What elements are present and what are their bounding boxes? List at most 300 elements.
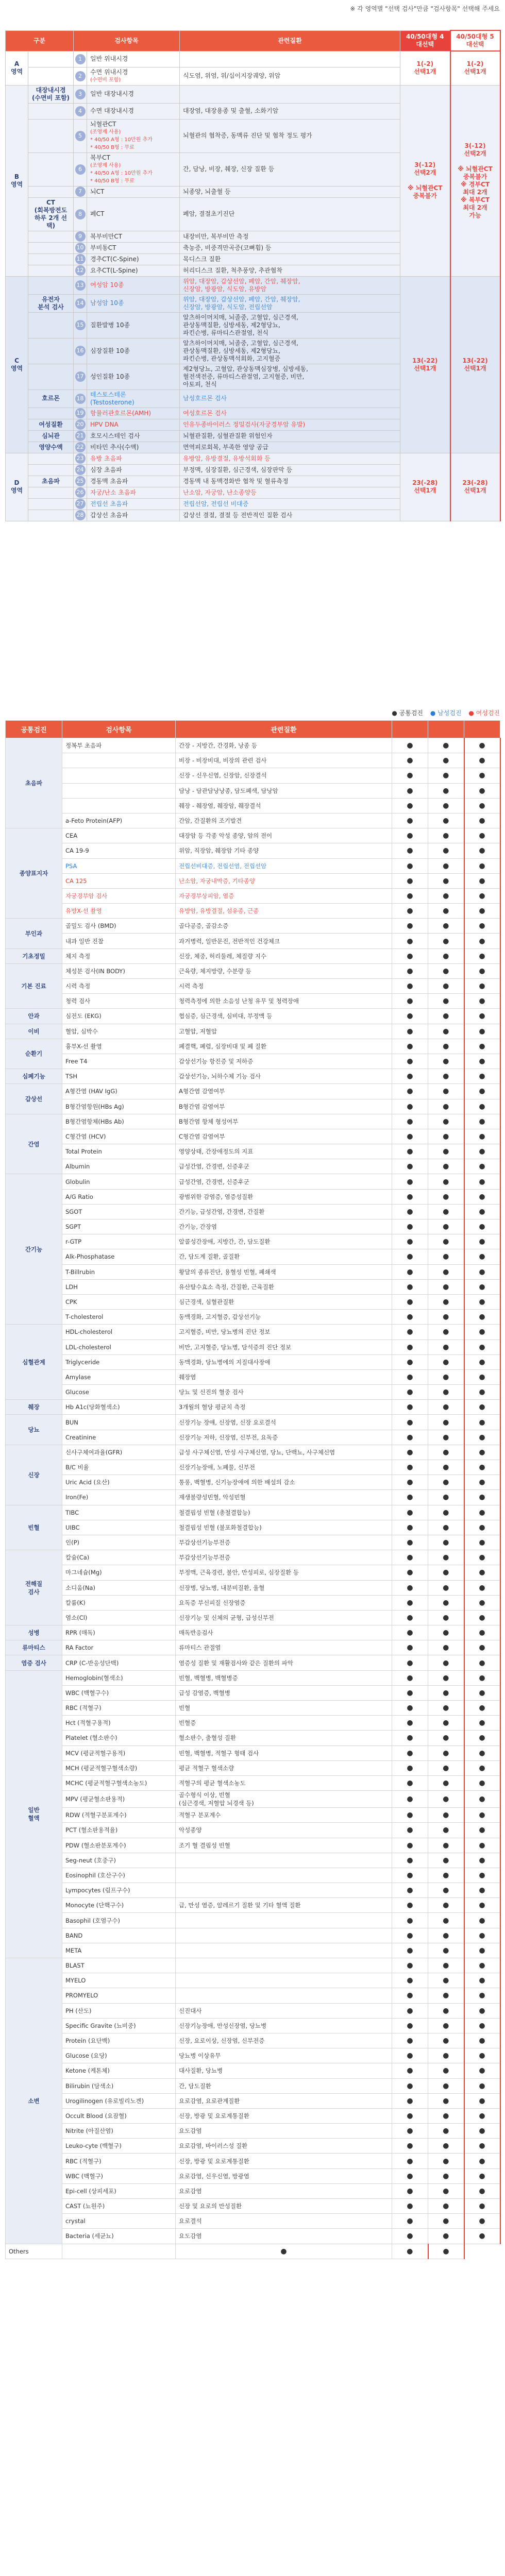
dot-female: ● xyxy=(464,1129,500,1144)
table-row xyxy=(6,753,500,768)
exam-item-name: 자궁/난소 초음파 xyxy=(90,488,137,496)
related-disease: 대사질환, 당뇨병 xyxy=(176,2063,392,2078)
number-badge: 23 xyxy=(75,453,86,464)
related-disease: 경동맥 내 동맥경화반 협착 및 혈류측정 xyxy=(180,476,400,487)
dot-female: ● xyxy=(464,738,500,753)
exam-item-name: 요추CT(L-Spine) xyxy=(90,266,138,274)
dot-female: ● xyxy=(464,1988,500,2003)
common-exam-table xyxy=(5,720,501,2259)
related-disease: 담낭 - 담관담낭낭종, 담도폐색, 담낭암 xyxy=(176,783,392,798)
row-number xyxy=(74,453,87,464)
dot-common: ● xyxy=(392,1129,428,1144)
legend-male: ● 남성검진 xyxy=(430,709,462,717)
related-disease: 유방암, 유방결절, 섬유종, 근종 xyxy=(176,904,392,919)
table-row xyxy=(6,994,500,1009)
exam-item-name: 유방 초음파 xyxy=(90,454,122,462)
table-row xyxy=(6,783,500,798)
related-disease: 전립선암, 전립선 비대증 xyxy=(180,498,400,510)
related-disease: 당뇨병 이상유무 xyxy=(176,2048,392,2063)
related-disease xyxy=(176,1988,392,2003)
exam-item xyxy=(87,389,180,408)
dot-female: ● xyxy=(464,2063,500,2078)
dot-common: ● xyxy=(392,934,428,948)
number-badge: 16 xyxy=(75,346,86,356)
exam-item-name: 항뮬러관호르몬(AMH) xyxy=(90,409,152,417)
category-label: 기본 진료 xyxy=(6,963,62,1009)
section-label: C 영역 xyxy=(6,276,28,453)
exam-item: CAST (뇨원주) xyxy=(62,2199,176,2214)
dot-male: ● xyxy=(428,1823,464,1838)
dot-female: ● xyxy=(464,1898,500,1913)
dot-common: ● xyxy=(392,2108,428,2123)
dot-common: ● xyxy=(392,963,428,978)
dot-female: ● xyxy=(464,1791,500,1808)
related-disease: 철결핍성 빈혈 (불포화철결합능) xyxy=(176,1520,392,1535)
dot-common: ● xyxy=(392,1084,428,1099)
dot-male: ● xyxy=(428,1490,464,1505)
sub-label xyxy=(28,67,74,85)
exam-item: Protein (요단백) xyxy=(62,2033,176,2048)
related-disease: 협심증, 심근경색, 심비대, 부정맥 등 xyxy=(176,1009,392,1024)
related-disease: 요로결석 xyxy=(176,2214,392,2229)
table-row xyxy=(6,1670,500,1685)
dot-female: ● xyxy=(464,948,500,963)
col-40-50-a: 40/50대형 4대선택 xyxy=(400,30,450,51)
related-disease: 근육량, 체지방량, 수분량 등 xyxy=(176,963,392,978)
related-disease xyxy=(62,2244,176,2259)
dot-common: ● xyxy=(392,1294,428,1309)
dot-common: ● xyxy=(392,1475,428,1490)
dot-male: ● xyxy=(428,873,464,888)
dot-common: ● xyxy=(392,1400,428,1415)
exam-item: 혈압, 심박수 xyxy=(62,1024,176,1039)
exam-item xyxy=(62,783,176,798)
dot-common: ● xyxy=(392,753,428,768)
exam-item-name: 경동맥 초음파 xyxy=(90,477,128,485)
sub-label xyxy=(28,276,74,294)
exam-item xyxy=(87,453,180,464)
related-disease: 동맥경화, 고지혈증, 갑상선기능 xyxy=(176,1310,392,1325)
dot-common: ● xyxy=(392,1731,428,1745)
table-row xyxy=(6,1625,500,1640)
dot-male: ● xyxy=(428,2199,464,2214)
exam-item: 심전도 (EKG) xyxy=(62,1009,176,1024)
exam-item xyxy=(87,312,180,338)
related-disease: 요로감염 xyxy=(176,2183,392,2198)
dot-common: ● xyxy=(392,843,428,858)
related-disease: 요로감염, 신우신염, 방광염 xyxy=(176,2168,392,2183)
related-disease: 비장 - 비장비대, 비장의 관련 검사 xyxy=(176,753,392,768)
dot-female: ● xyxy=(464,1760,500,1775)
dot-female: ● xyxy=(464,1204,500,1219)
dot-female: ● xyxy=(464,1701,500,1716)
related-disease: 당뇨 및 신진의 혈중 검사 xyxy=(176,1385,392,1400)
dot-common: ● xyxy=(392,1565,428,1580)
table-row xyxy=(6,1655,500,1670)
related-disease: 요로감염, 요로관계질환 xyxy=(176,2093,392,2108)
table-row xyxy=(6,2244,500,2259)
exam-item: Alk-Phosphatase xyxy=(62,1249,176,1264)
table-row xyxy=(6,1189,500,1204)
dot-common: ● xyxy=(392,1430,428,1445)
exam-item xyxy=(87,186,180,197)
related-disease xyxy=(176,1913,392,1928)
exam-item-name: 부비동CT xyxy=(90,244,116,251)
exam-item xyxy=(87,231,180,242)
exam-item: 내과 일반 진찰 xyxy=(62,934,176,948)
sub-label xyxy=(28,253,74,265)
sub-label: 심뇌관 xyxy=(28,430,74,442)
table-row xyxy=(6,1445,500,1460)
exam-item: Eosinophil (호산구수) xyxy=(62,1868,176,1883)
exam-item: B형간염항원(HBs Ag) xyxy=(62,1099,176,1114)
table-row xyxy=(6,873,500,888)
related-disease: 대장염, 대장용종 및 출혈, 소화기암 xyxy=(180,103,400,119)
dot-male: ● xyxy=(428,1369,464,1384)
related-disease: 뇌혈관질환, 심혈관질환 위험인자 xyxy=(180,430,400,442)
related-disease: 황달의 종류진단, 용혈성 빈혈, 폐쇄색 xyxy=(176,1264,392,1279)
related-disease: 전립선비대증, 전립선염, 전립선암 xyxy=(176,858,392,873)
dot-male: ● xyxy=(428,1505,464,1520)
table-row xyxy=(6,1838,500,1853)
related-disease: 자궁경부상피암, 염증 xyxy=(176,888,392,903)
choice-40-50-b: 1(-2) 선택1개 xyxy=(450,51,500,85)
related-disease: 3개월의 혈당 평균치 측정 xyxy=(176,1400,392,1415)
table-row xyxy=(6,1279,500,1294)
exam-item: CPK xyxy=(62,1294,176,1309)
row-number xyxy=(74,419,87,430)
exam-item: Hct (적혈구용적) xyxy=(62,1716,176,1731)
table-row xyxy=(6,453,500,464)
header-note: ※ 각 영역별 "선택 검사"만큼 "검사항목" 선택해 주세요 xyxy=(350,5,500,12)
dot-male: ● xyxy=(428,1550,464,1565)
dot-male: ● xyxy=(428,2078,464,2093)
related-disease: 급성간염, 간경변, 신증후군 xyxy=(176,1174,392,1189)
exam-item xyxy=(87,430,180,442)
related-disease: 급성 사구체신염, 만성 사구체신염, 당뇨, 단백뇨, 사구체신염 xyxy=(176,1445,392,1460)
related-disease: 부갑상선기능부전증 xyxy=(176,1550,392,1565)
dot-female: ● xyxy=(464,919,500,934)
exam-item-name: 뇌CT xyxy=(90,188,105,195)
related-disease: 대장암 등 각종 악성 종양, 암의 전이 xyxy=(176,828,392,843)
dot-male: ● xyxy=(428,1580,464,1595)
exam-item-name: 일반 위내시경 xyxy=(90,55,128,62)
dot-male: ● xyxy=(428,1204,464,1219)
table-row xyxy=(6,1913,500,1928)
dot-common: ● xyxy=(392,1655,428,1670)
table-row xyxy=(6,948,500,963)
number-badge: 6 xyxy=(75,164,86,175)
related-disease: B형간염 항체 형성여부 xyxy=(176,1114,392,1129)
dot-female: ● xyxy=(464,1823,500,1838)
table-row xyxy=(6,1898,500,1913)
dot-female: ● xyxy=(464,963,500,978)
exam-item xyxy=(87,408,180,419)
row-number xyxy=(74,265,87,276)
exam-item-name: 남성암 10종 xyxy=(90,299,124,307)
table-row xyxy=(6,1159,500,1174)
sub-label xyxy=(28,242,74,253)
exam-item: T-cholesterol xyxy=(62,1310,176,1325)
related-disease: 간기능, 간장염 xyxy=(176,1219,392,1234)
category-label: 간기능 xyxy=(6,1174,62,1325)
dot-female: ● xyxy=(464,2154,500,2168)
related-disease: 급성 감염증, 백혈병 xyxy=(176,1685,392,1700)
exam-item-name: 폐CT xyxy=(90,210,105,217)
number-badge: 15 xyxy=(75,320,86,330)
exam-item: 마그네슘(Mg) xyxy=(62,1565,176,1580)
related-disease: 과거병력, 일반문진, 전반적인 건강체크 xyxy=(176,934,392,948)
dot-male: ● xyxy=(428,1565,464,1580)
dot-male: ● xyxy=(428,1159,464,1174)
exam-item: Glucose (요당) xyxy=(62,2048,176,2063)
dot-female: ● xyxy=(464,1009,500,1024)
table-row xyxy=(6,85,500,103)
dot-male: ● xyxy=(428,919,464,934)
row-number xyxy=(74,119,87,152)
dot-male: ● xyxy=(428,1760,464,1775)
dot-male: ● xyxy=(428,2108,464,2123)
exam-item-name: 경추CT(C-Spine) xyxy=(90,255,139,263)
related-disease: 위암, 직장암, 췌장암 기타 종양 xyxy=(176,843,392,858)
dot-male: ● xyxy=(428,1354,464,1369)
related-disease: 요도감염 xyxy=(176,2124,392,2139)
dot-male: ● xyxy=(428,1775,464,1790)
exam-item xyxy=(87,119,180,152)
dot-male: ● xyxy=(428,2229,464,2244)
dot-male: ● xyxy=(428,1294,464,1309)
related-disease: 목디스크 질환 xyxy=(180,253,400,265)
dot-common: ● xyxy=(392,2093,428,2108)
dot-female: ● xyxy=(464,1400,500,1415)
dot-male: ● xyxy=(428,1670,464,1685)
category-label: 갑상선 xyxy=(6,1084,62,1114)
table-row xyxy=(6,858,500,873)
dot-female: ● xyxy=(464,1550,500,1565)
exam-item: SGPT xyxy=(62,1219,176,1234)
dot-common: ● xyxy=(392,1490,428,1505)
dot-male: ● xyxy=(428,2183,464,2198)
table-row xyxy=(6,1868,500,1883)
dot-male: ● xyxy=(428,2048,464,2063)
related-disease: 알츠하이머치매, 뇌졸중, 고혈압, 심근경색, 관상동맥질환, 심방세동, 제2형당뇨, 파킨슨병, 류마티스관절염, 천식 xyxy=(180,312,400,338)
dot-female: ● xyxy=(464,2078,500,2093)
dot-common: ● xyxy=(392,2168,428,2183)
category-label: 이비 xyxy=(6,1024,62,1039)
exam-item: UIBC xyxy=(62,1520,176,1535)
related-disease: 신장 및 요로의 만성질환 xyxy=(176,2199,392,2214)
sub-label xyxy=(28,231,74,242)
exam-item: Creatinine xyxy=(62,1430,176,1445)
exam-item xyxy=(87,85,180,103)
number-badge: 7 xyxy=(75,187,86,197)
related-disease: 평균 적혈구 혈색소량 xyxy=(176,1760,392,1775)
row-number xyxy=(74,464,87,476)
sub-label xyxy=(28,338,74,364)
exam-item: LDH xyxy=(62,1279,176,1294)
dot-common: ● xyxy=(392,1808,428,1823)
table-row xyxy=(6,1775,500,1790)
related-disease xyxy=(176,1868,392,1883)
dot-common: ● xyxy=(392,1928,428,1943)
row-number xyxy=(74,197,87,231)
exam-item-note: (조영제 사용) * 40/50 A형 : 10만원 추가 * 40/50 B형 : 무료 xyxy=(90,162,153,184)
number-badge: 17 xyxy=(75,371,86,382)
table-row xyxy=(6,1550,500,1565)
choice-40-50-b: 13(-22) 선택1개 xyxy=(450,276,500,453)
sub-label xyxy=(28,408,74,419)
exam-item-name: 갑상선 초음파 xyxy=(90,511,128,519)
col-dot-male xyxy=(428,721,464,738)
dot-common: ● xyxy=(392,1234,428,1249)
dot-common: ● xyxy=(392,1159,428,1174)
table-row xyxy=(6,1535,500,1550)
dot-common: ● xyxy=(392,1460,428,1475)
sub-label xyxy=(28,152,74,186)
related-disease: 췌장염 xyxy=(176,1369,392,1384)
related-disease: 신장, 방광 및 요로계통질환 xyxy=(176,2108,392,2123)
dot-male: ● xyxy=(428,1610,464,1625)
category-label: 심혈관계 xyxy=(6,1325,62,1400)
related-disease: 비만, 고지혈증, 당뇨병, 담석증의 진단 정보 xyxy=(176,1340,392,1354)
dot-common: ● xyxy=(392,1445,428,1460)
table-row xyxy=(6,1791,500,1808)
exam-item-name: 질환발병 10종 xyxy=(90,321,130,329)
dot-male: ● xyxy=(428,1400,464,1415)
dot-female: ● xyxy=(464,843,500,858)
sub-label: 여성질환 xyxy=(28,419,74,430)
category-label: 당뇨 xyxy=(6,1415,62,1445)
dot-common: ● xyxy=(392,1610,428,1625)
related-disease: 췌장 - 췌장염, 췌장암, 췌장결석 xyxy=(176,798,392,813)
number-badge: 27 xyxy=(75,499,86,509)
dot-female: ● xyxy=(464,1039,500,1054)
col-item: 검사항목 xyxy=(74,30,180,51)
exam-item: 정복부 초음파 xyxy=(62,738,176,753)
related-disease: 부정맥, 근육경련, 불안, 만성피로, 심장질환 등 xyxy=(176,1565,392,1580)
dot-female: ● xyxy=(464,1808,500,1823)
exam-item: RA Factor xyxy=(62,1640,176,1655)
dot-common: ● xyxy=(392,2078,428,2093)
dot-common: ● xyxy=(392,2229,428,2244)
table-row xyxy=(6,1039,500,1054)
exam-item: RDW (적혈구분포계수) xyxy=(62,1808,176,1823)
dot-female: ● xyxy=(464,888,500,903)
dot-female: ● xyxy=(464,1174,500,1189)
dot-common: ● xyxy=(392,1024,428,1039)
col-40-50-b: 40/50대형 5대선택 xyxy=(450,30,500,51)
category-label: 빈혈 xyxy=(6,1505,62,1550)
dot-female: ● xyxy=(464,1610,500,1625)
dot-common: ● xyxy=(392,1279,428,1294)
exam-item: MCHC (평균적혈구혈색소농도) xyxy=(62,1775,176,1790)
dot-common: ● xyxy=(392,1249,428,1264)
table-row xyxy=(6,1460,500,1475)
table-row xyxy=(6,1084,500,1099)
dot-male: ● xyxy=(428,1430,464,1445)
dot-female: ● xyxy=(464,1716,500,1731)
dot-male: ● xyxy=(428,1054,464,1069)
related-disease: 신장, 요로이상, 신장염, 신부전증 xyxy=(176,2033,392,2048)
exam-item: r-GTP xyxy=(62,1234,176,1249)
dot-male: ● xyxy=(428,1099,464,1114)
dot-common: ● xyxy=(392,768,428,783)
related-disease xyxy=(176,1883,392,1898)
dot-common: ● xyxy=(392,1189,428,1204)
row-number xyxy=(74,498,87,510)
dot-male: ● xyxy=(428,753,464,768)
sub-label: 영양수액 xyxy=(28,442,74,453)
related-disease: 고혈압, 저혈압 xyxy=(176,1024,392,1039)
dot-male: ● xyxy=(428,1838,464,1853)
related-disease: 조기 혈 결핍성 빈혈 xyxy=(176,1838,392,1853)
dot-common: ● xyxy=(392,1868,428,1883)
col-dot-female xyxy=(464,721,500,738)
table-row xyxy=(6,2033,500,2048)
related-disease: 유방암, 유방결절, 유방석회화 등 xyxy=(180,453,400,464)
exam-item: 자궁경부암 검사 xyxy=(62,888,176,903)
related-disease: 갑상선 결절, 결절 등 전반적인 질환 검사 xyxy=(180,510,400,521)
table-row xyxy=(6,2093,500,2108)
related-disease: 적혈구 분포계수 xyxy=(176,1808,392,1823)
dot-female: ● xyxy=(464,2183,500,2198)
dot-female: ● xyxy=(464,2033,500,2048)
dot-common: ● xyxy=(392,1415,428,1430)
exam-item: Hb A1c(당화혈색소) xyxy=(62,1400,176,1415)
table-row xyxy=(6,1325,500,1340)
dot-female: ● xyxy=(464,2108,500,2123)
dot-common: ● xyxy=(392,858,428,873)
dot-male: ● xyxy=(428,1535,464,1550)
number-badge: 1 xyxy=(75,54,86,64)
exam-item: B형간염항체(HBs Ab) xyxy=(62,1114,176,1129)
row-number xyxy=(74,242,87,253)
dot-male: ● xyxy=(428,2139,464,2154)
dot-female: ● xyxy=(464,1853,500,1868)
dot-common: ● xyxy=(176,2244,392,2259)
related-disease: 동맥경화, 당뇨병에의 지질대사장애 xyxy=(176,1354,392,1369)
dot-female: ● xyxy=(464,979,500,994)
dot-female: ● xyxy=(464,934,500,948)
table-row xyxy=(6,2003,500,2018)
exam-item xyxy=(87,487,180,498)
dot-male: ● xyxy=(428,1595,464,1610)
dot-male: ● xyxy=(428,783,464,798)
related-disease: 빈혈 xyxy=(176,1701,392,1716)
related-disease: 신장기능 장애, 신장염, 신장 요로결석 xyxy=(176,1415,392,1430)
exam-item-name: 테스토스테론 (Testosterone) xyxy=(90,391,134,406)
exam-item: Globulin xyxy=(62,1174,176,1189)
section-label: A 영역 xyxy=(6,51,28,85)
dot-male: ● xyxy=(428,994,464,1009)
dot-female: ● xyxy=(464,1310,500,1325)
exam-item: CA 125 xyxy=(62,873,176,888)
dot-male: ● xyxy=(428,813,464,828)
sub-label: 유전자 분석 검사 xyxy=(28,294,74,312)
exam-item xyxy=(87,51,180,67)
exam-item: PDW (혈소판분포계수) xyxy=(62,1838,176,1853)
exam-item: META xyxy=(62,1943,176,1958)
related-disease: 간, 담도계 질환, 골질환 xyxy=(176,1249,392,1264)
dot-female: ● xyxy=(464,1445,500,1460)
dot-common: ● xyxy=(392,1943,428,1958)
exam-item: BAND xyxy=(62,1928,176,1943)
dot-male: ● xyxy=(428,1234,464,1249)
dot-female: ● xyxy=(464,2003,500,2018)
dot-male: ● xyxy=(392,2244,428,2259)
row-number xyxy=(74,253,87,265)
related-disease: 알츠하이머치매, 뇌졸중, 고혈압, 심근경색, 관상동맥질환, 심방세동, 제2형당뇨, 파킨슨병, 관상동맥석회화, 고지혈증 xyxy=(180,338,400,364)
